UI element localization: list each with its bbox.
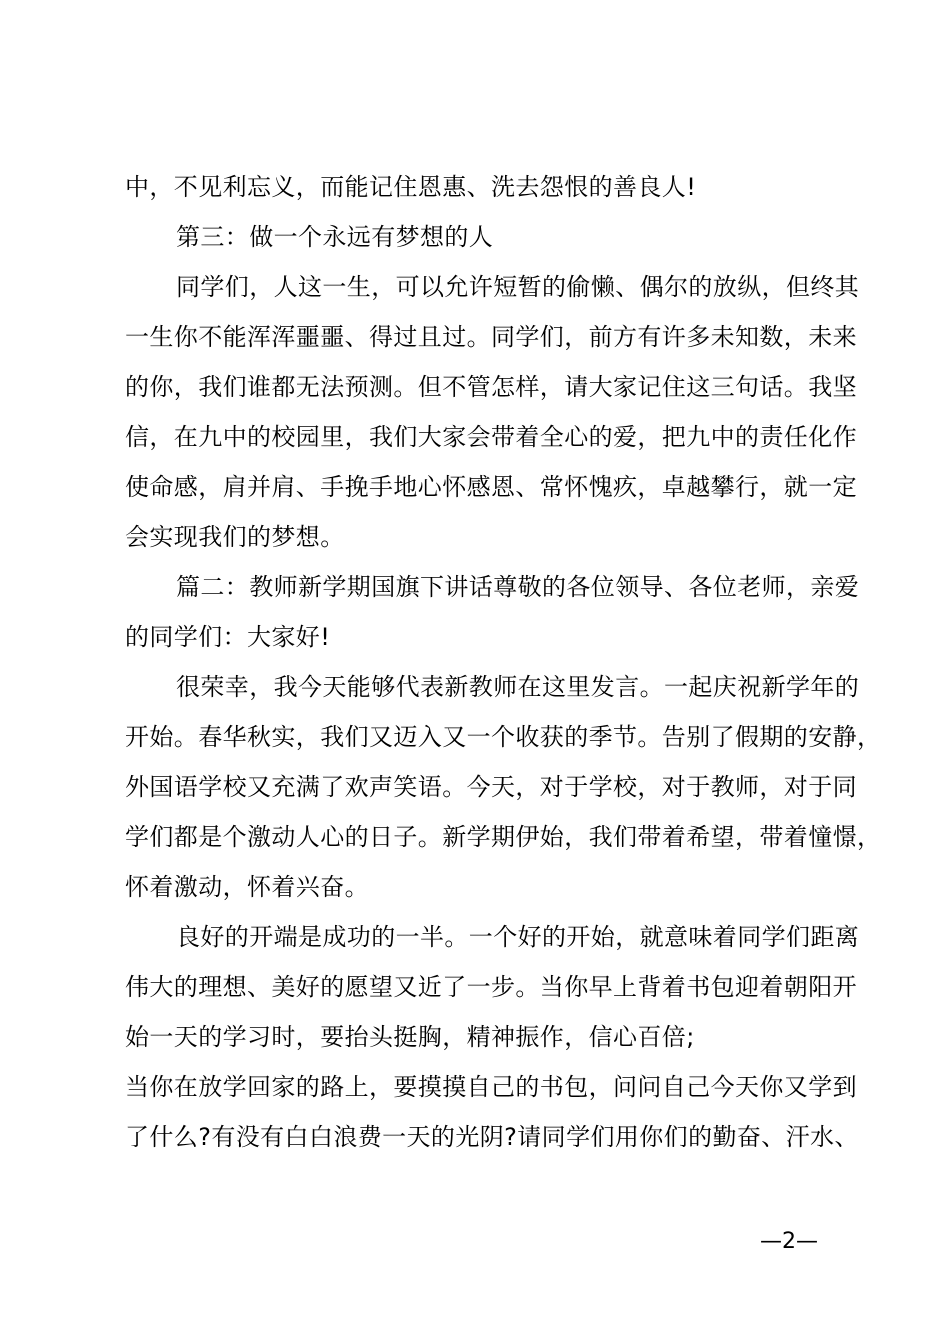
section-heading: 第三：做一个永远有梦想的人 [176, 223, 494, 251]
text-line: 很荣幸，我今天能够代表新教师在这里发言。一起庆祝新学年的 [176, 673, 860, 701]
text-line: 的同学们：大家好! [125, 623, 331, 651]
text-line: 伟大的理想、美好的愿望又近了一步。当你早上背着书包迎着朝阳开 [125, 973, 857, 1001]
text-line: 学们都是个激动人心的日子。新学期伊始，我们带着希望，带着憧憬， [125, 823, 882, 851]
text-line: 会实现我们的梦想。 [125, 523, 345, 551]
page-number: —2— [760, 1229, 818, 1254]
text-line: 的你，我们谁都无法预测。但不管怎样，请大家记住这三句话。我坚 [125, 373, 857, 401]
text-line: 当你在放学回家的路上，要摸摸自己的书包，问问自己今天你又学到 [125, 1073, 857, 1101]
text-line: 篇二：教师新学期国旗下讲话尊敬的各位领导、各位老师，亲爱 [176, 573, 860, 601]
text-line: 开始。春华秋实，我们又迈入又一个收获的季节。告别了假期的安静， [125, 723, 882, 751]
text-line: 了什么?有没有白白浪费一天的光阴?请同学们用你们的勤奋、汗水、 [125, 1123, 859, 1151]
text-line: 怀着激动，怀着兴奋。 [125, 873, 369, 901]
text-line: 外国语学校又充满了欢声笑语。今天，对于学校，对于教师，对于同 [125, 773, 857, 801]
text-line: 中，不见利忘义，而能记住恩惠、洗去怨恨的善良人! [125, 173, 697, 201]
text-line: 始一天的学习时，要抬头挺胸，精神振作，信心百倍; [125, 1023, 695, 1051]
text-line: 良好的开端是成功的一半。一个好的开始，就意味着同学们距离 [176, 923, 860, 951]
text-line: 一生你不能浑浑噩噩、得过且过。同学们，前方有许多未知数，未来 [125, 323, 857, 351]
text-line: 同学们，人这一生，可以允许短暂的偷懒、偶尔的放纵，但终其 [176, 273, 860, 301]
text-line: 信，在九中的校园里，我们大家会带着全心的爱，把九中的责任化作 [125, 423, 857, 451]
text-line: 使命感，肩并肩、手挽手地心怀感恩、常怀愧疚，卓越攀行，就一定 [125, 473, 857, 501]
